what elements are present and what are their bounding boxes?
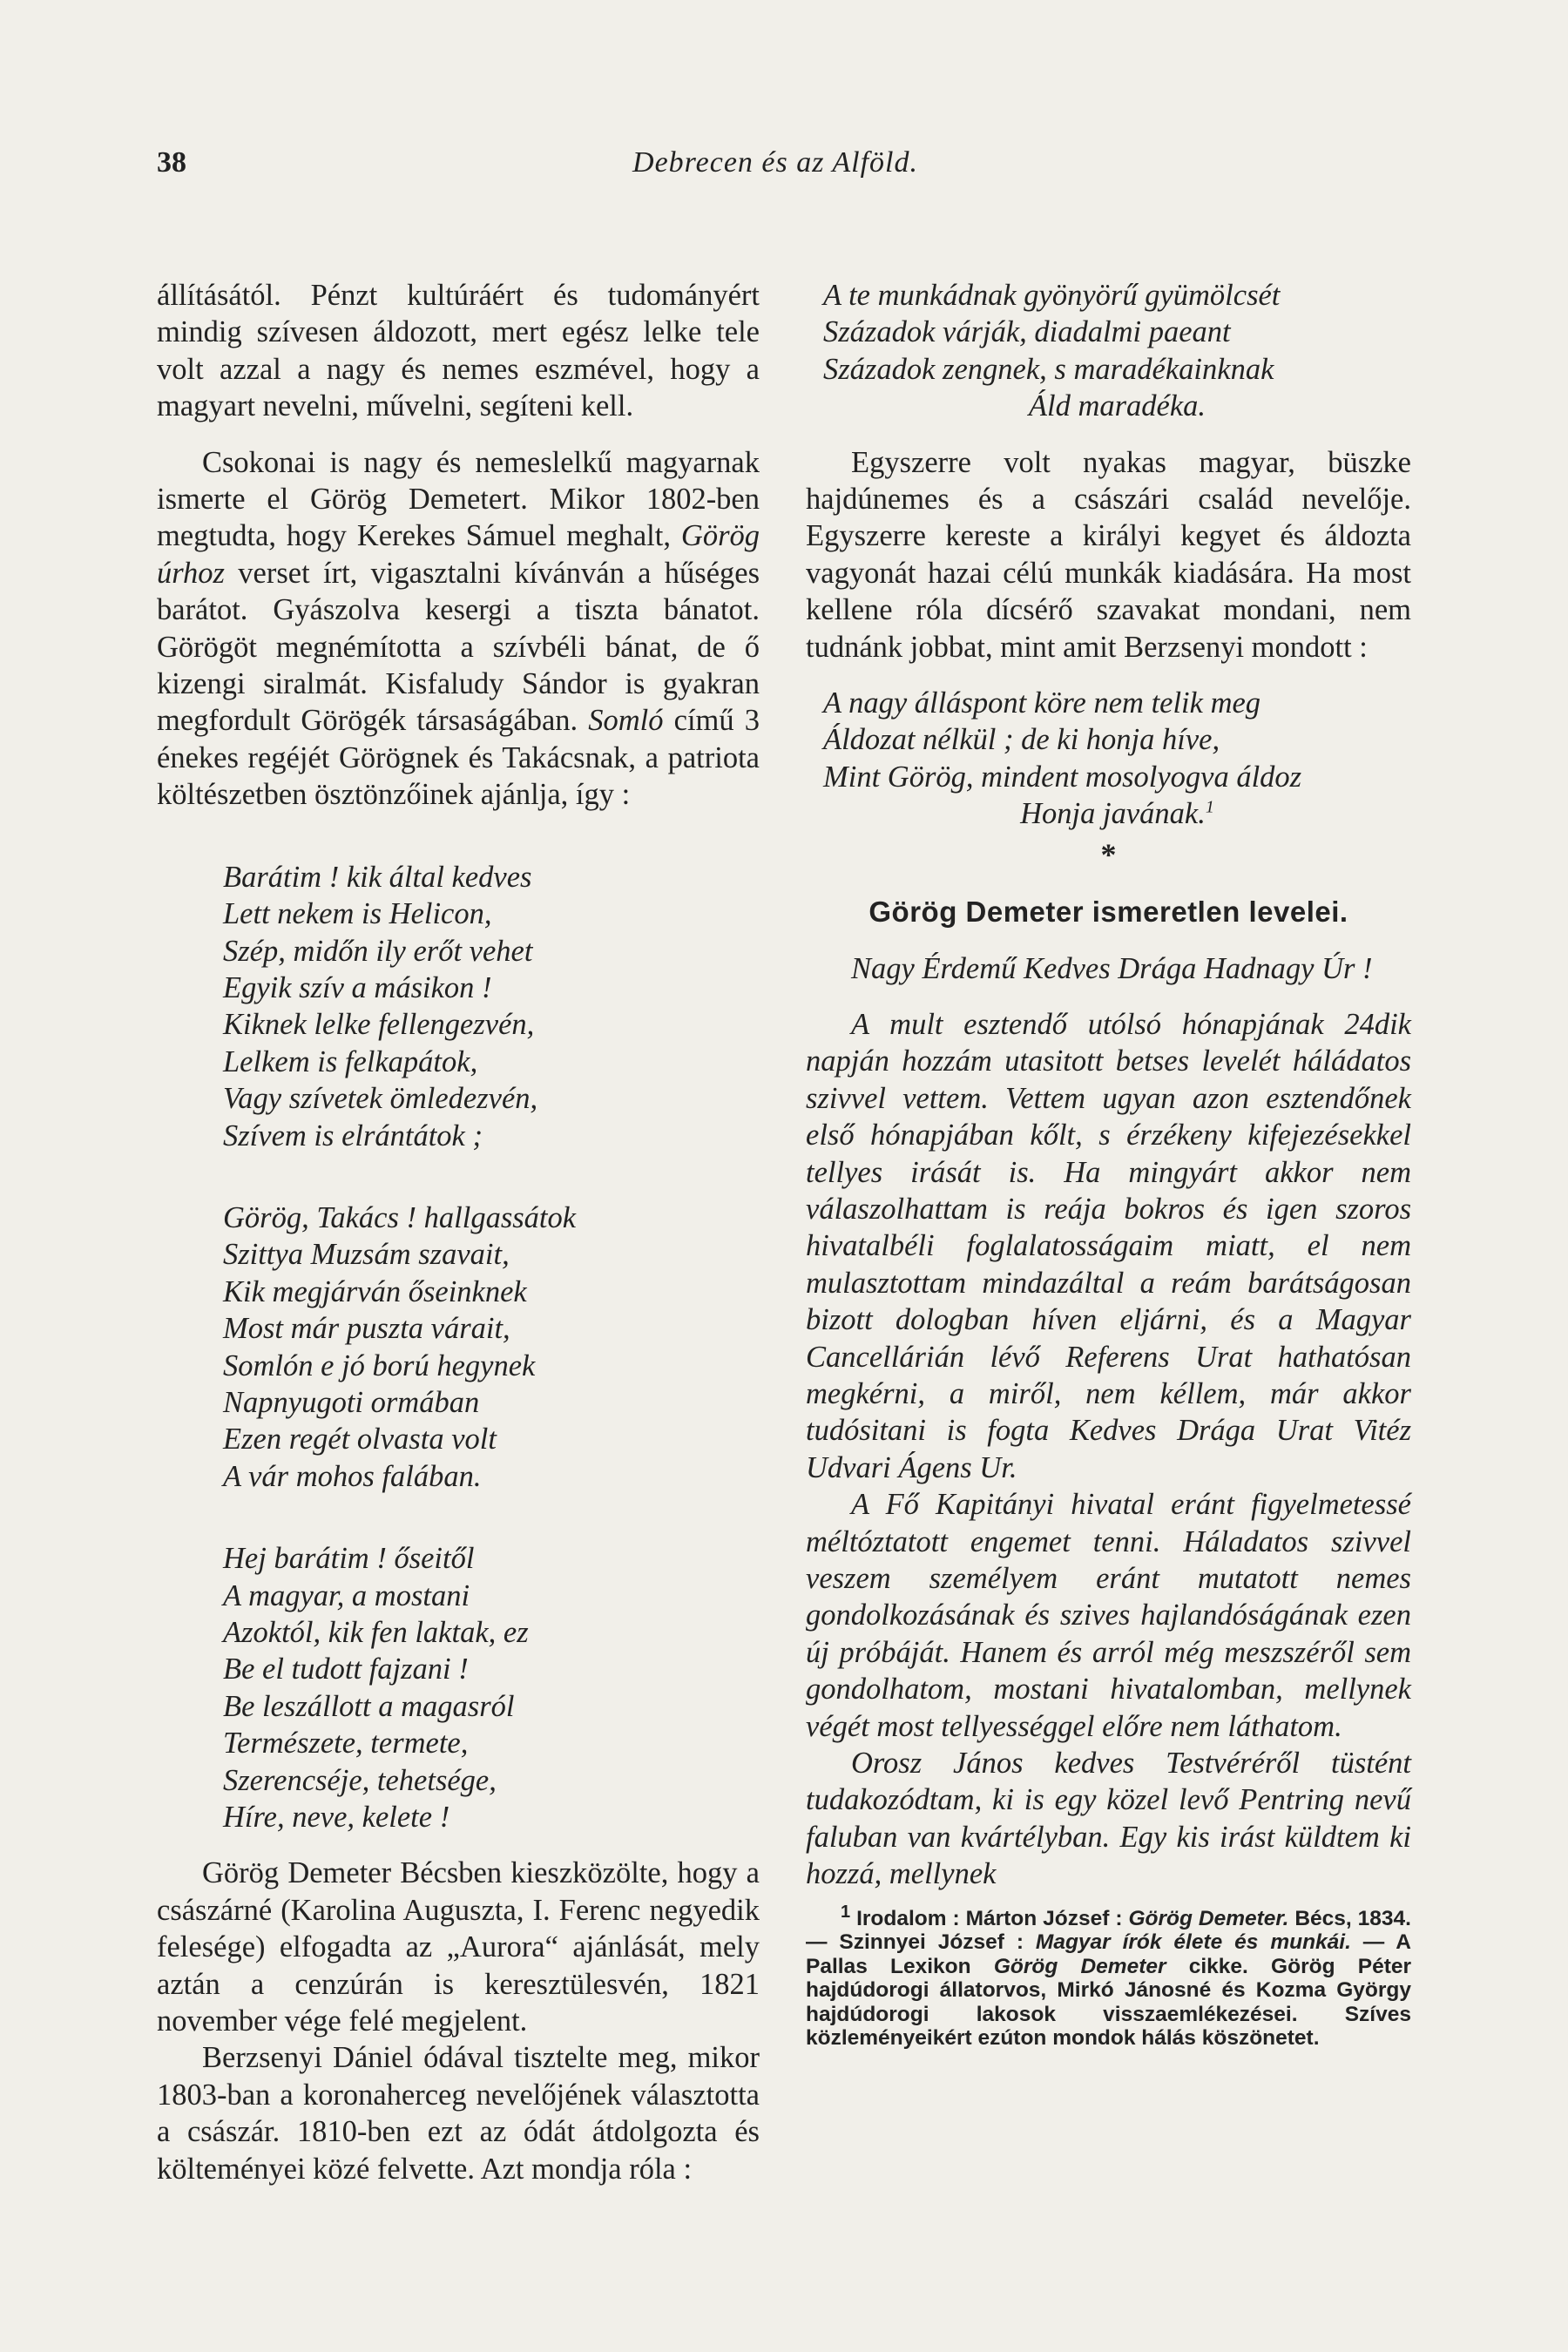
poem-stanza: Hej barátim ! őseitől A magyar, a mostani Azoktól, kik fen laktak, ez Be el tudott fajzani ! Be leszállott a magasról Természete, termete, Szerencséje, tehetsége, Híre, neve, kelete ! bbox=[223, 1542, 529, 1835]
paragraph: Egyszerre volt nyakas magyar, büszke hajdúnemes és a császári család nevelője. Egyszerre kereste a királyi kegyet és áldozta vagyonát hazai célú munkák kiadására. Ha most kellene róla dícsérő szavakat mondani, nem tudnánk jobbat, mint amit Berzsenyi mondott : bbox=[806, 445, 1411, 664]
footnote-marker: 1 bbox=[1205, 797, 1214, 817]
section-divider-star: * bbox=[1100, 836, 1117, 872]
verse-quote: A nagy álláspont köre nem telik meg Áldozat nélkül ; de ki honja híve, Mint Görög, mindent mosolyogva áldoz Honja javának.$^1$ bbox=[823, 686, 1302, 831]
verse-quote: A te munkádnak gyönyörű gyümölcsét Századok várják, diadalmi paeant Századok zengnek, s maradékainknak Áld maradéka. bbox=[823, 279, 1281, 423]
paragraph: Csokonai is nagy és nemeslelkű magyarnak ismerte el Görög Demetert. Mikor 1802-ben megtudta, hogy Kerekes Sámuel meghalt, Görög úrhoz verset írt, vigasztalni kívánván a hűséges barátot. Gyászolva kesergi a tiszta bánatot. Görögöt megnémította a szívbéli bánat, de ő kizengi siralmát. Kisfaludy Sándor is gyakran megfordult Görögék társaságában. Somló című 3 énekes regéjét Görögnek és Takácsnak, a patriota költészetben ösztönzőinek ajánlja, így : bbox=[157, 445, 760, 812]
right-column bbox=[806, 277, 1411, 2051]
running-title: Debrecen és az Alföld. bbox=[632, 146, 918, 179]
letter-paragraph: A Fő Kapitányi hivatal eránt figyelmetessé méltóztatott engemet tenni. Háladatos szivvel veszem személyem eránt mutatott nemes gondolkozásának és szives hajlandóságának ezen új próbáját. Hanem és arról még meszszéről sem gondolhatom, mostani hivatalomban, mellynek végét most tellyességgel előre nem láthatom. bbox=[806, 1488, 1411, 1743]
footnote: $^1$ Irodalom : Márton József : Görög Demeter. Bécs, 1834. — Szinnyei József : Magyar írók élete és munkái. — A Pallas Lexikon Görög Demeter cikke. Görög Péter hajdúdorogi állatorvos, Mirkó Jánosné és Kozma György hajdúdorogi lakosok visszaemlékezései. Szíves közleményeikért ezúton mondok hálás köszönetet. bbox=[806, 1902, 1412, 2051]
left-column bbox=[157, 277, 760, 2187]
poem-stanza: Barátim ! kik által kedves Lett nekem is Helicon, Szép, midőn ily erőt vehet Egyik szív a másikon ! Kiknek lelke fellengezvén, Lelkem is felkapátok, Vagy szívetek ömledezvén, Szívem is elrántátok ; bbox=[223, 860, 538, 1152]
letter-paragraph: A mult esztendő utólsó hónapjának 24dik napján hozzám utasitott betses levelét háládatos szivvel vettem. Vettem ugyan azon esztendőnek első hónapjában kőlt, s érzékeny kifejezésekkel tellyes irását is. Ha mingyárt akkor nem válaszolhattam is reája bokros és igen szoros hivatalbéli foglalatosságaim miatt, el nem mulasztottam mindazáltal a reám barátságosan bizott dologban híven eljárni, és a Magyar Cancellárián lévő Referens Urat hathatósan megkérni, a miről, nem kéllem, már akkor tudósitani is fogta Kedves Drága Urat Vitéz Udvari Ágens Ur. bbox=[806, 1007, 1411, 1484]
letter-paragraph: Orosz János kedves Testvéréről tüstént tudakozódtam, ki is egy közel levő Pentring nevű faluban van kvártélyban. Egy kis irást küldtem ki hozzá, mellynek bbox=[806, 1747, 1411, 1891]
paragraph: állításától. Pénzt kultúráért és tudományért mindig szívesen áldozott, mert egész lelke tele volt azzal a nagy és nemes eszmével, hogy a magyart nevelni, művelni, segíteni kell. bbox=[157, 279, 760, 423]
page-number: 38 bbox=[157, 146, 186, 179]
section-title: Görög Demeter ismeretlen levelei. bbox=[868, 896, 1348, 929]
letter-salutation: Nagy Érdemű Kedves Drága Hadnagy Úr ! bbox=[851, 951, 1373, 985]
paragraph: Berzsenyi Dániel ódával tisztelte meg, mikor 1803-ban a koronaherceg nevelőjének választotta a császár. 1810-ben ezt az ódát átdolgozta és költeményei közé felvette. Azt mondja róla : bbox=[157, 2041, 760, 2186]
poem-stanza: Görög, Takács ! hallgassátok Szittya Muzsám szavait, Kik megjárván őseinknek Most már puszta várait, Somlón e jó ború hegynek Napnyugoti ormában Ezen regét olvasta volt A vár mohos falában. bbox=[223, 1200, 577, 1493]
page-header bbox=[157, 146, 1394, 190]
paragraph: Görög Demeter Bécsben kieszközölte, hogy a császárné (Karolina Auguszta, I. Ferenc negyedik felesége) elfogadta az „Aurora“ ajánlását, mely aztán a cenzúrán is keresztülesvén, 1821 november vége felé megjelent. bbox=[157, 1856, 760, 2038]
